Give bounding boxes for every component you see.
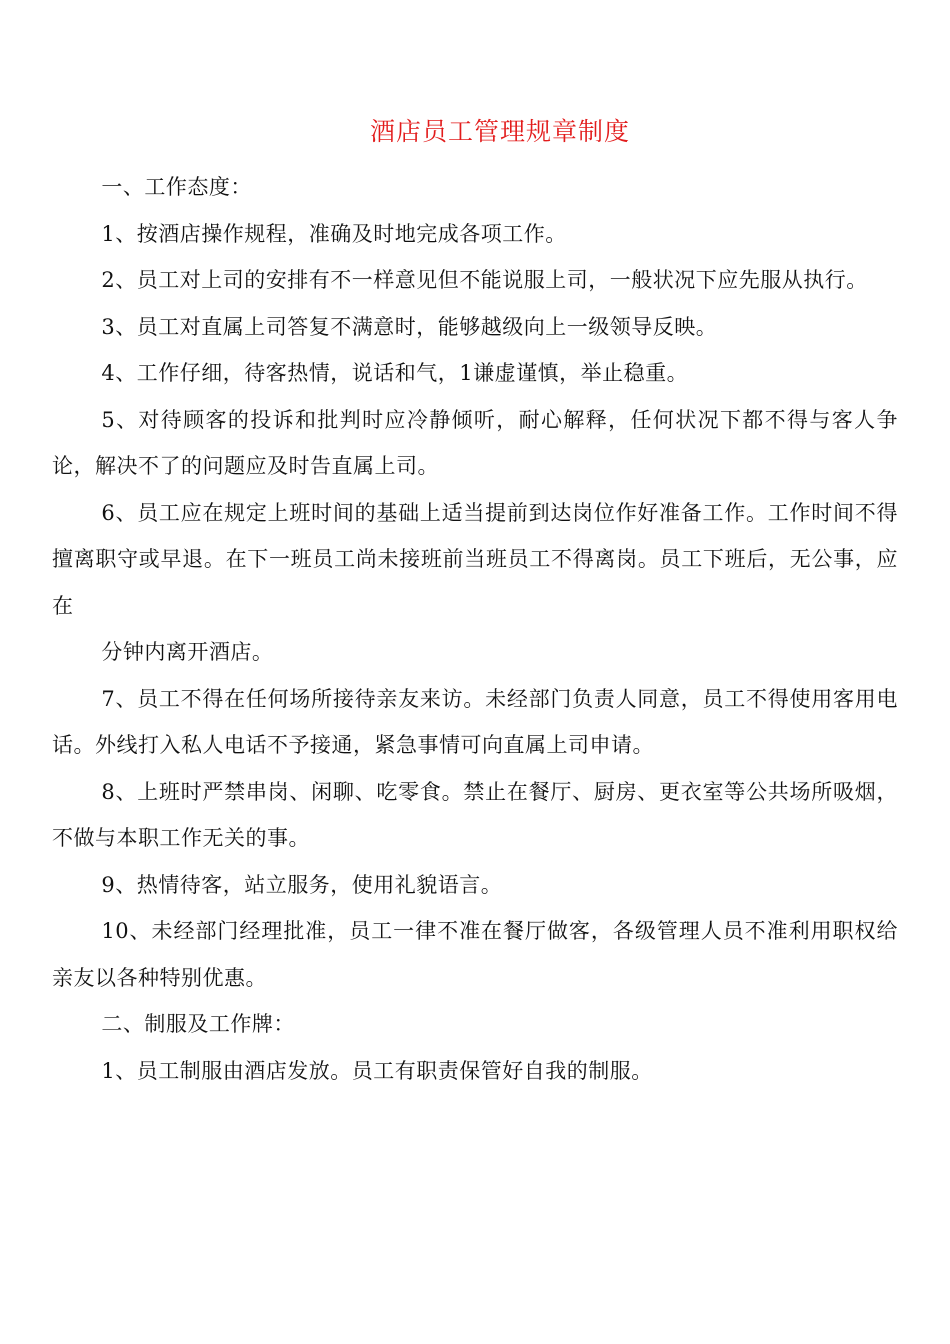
document-body — [52, 164, 898, 1094]
paragraph-item-9: 9、热情待客，站立服务，使用礼貌语言。 — [101, 872, 503, 897]
paragraph-item-10: 10、未经部门经理批准，员工一律不准在餐厅做客，各级管理人员不准利用职权给亲友以各种特别优惠。 — [52, 919, 898, 990]
paragraph-uniform-item-1: 1、员工制服由酒店发放。员工有职责保管好自我的制服。 — [101, 1058, 653, 1083]
paragraph-item-2: 2、员工对上司的安排有不一样意见但不能说服上司，一般状况下应先服从执行。 — [101, 268, 868, 292]
paragraph-item-3: 3、员工对直属上司答复不满意时，能够越级向上一级领导反映。 — [101, 314, 718, 339]
paragraph-item-5: 5、对待顾客的投诉和批判时应冷静倾听，耐心解释，任何状况下都不得与客人争论，解决不了的问题应及时告直属上司。 — [52, 407, 898, 478]
paragraph-item-4: 4、工作仔细，待客热情，说话和气，1谦虚谨慎，举止稳重。 — [101, 361, 689, 385]
section-heading-uniform-badge: 二、制服及工作牌： — [101, 1012, 295, 1036]
paragraph-item-1: 1、按酒店操作规程，准确及时地完成各项工作。 — [101, 221, 567, 246]
paragraph-item-7: 7、员工不得在任何场所接待亲友来访。未经部门负责人同意，员工不得使用客用电话。外线打入私人电话不予接通，紧急事情可向直属上司申请。 — [52, 686, 898, 757]
section-heading-work-attitude: 一、工作态度： — [101, 175, 252, 199]
paragraph-item-8: 8、上班时严禁串岗、闲聊、吃零食。禁止在餐厅、厨房、更衣室等公共场所吸烟，不做与本职工作无关的事。 — [52, 779, 898, 850]
paragraph-item-6: 6、员工应在规定上班时间的基础上适当提前到达岗位作好准备工作。工作时间不得擅离职守或早退。在下一班员工尚未接班前当班员工不得离岗。员工下班后，无公事，应在 — [52, 500, 898, 618]
paragraph-item-6-continued: 分钟内离开酒店。 — [101, 640, 274, 664]
document-title: 酒店员工管理规章制度 — [369, 117, 630, 146]
